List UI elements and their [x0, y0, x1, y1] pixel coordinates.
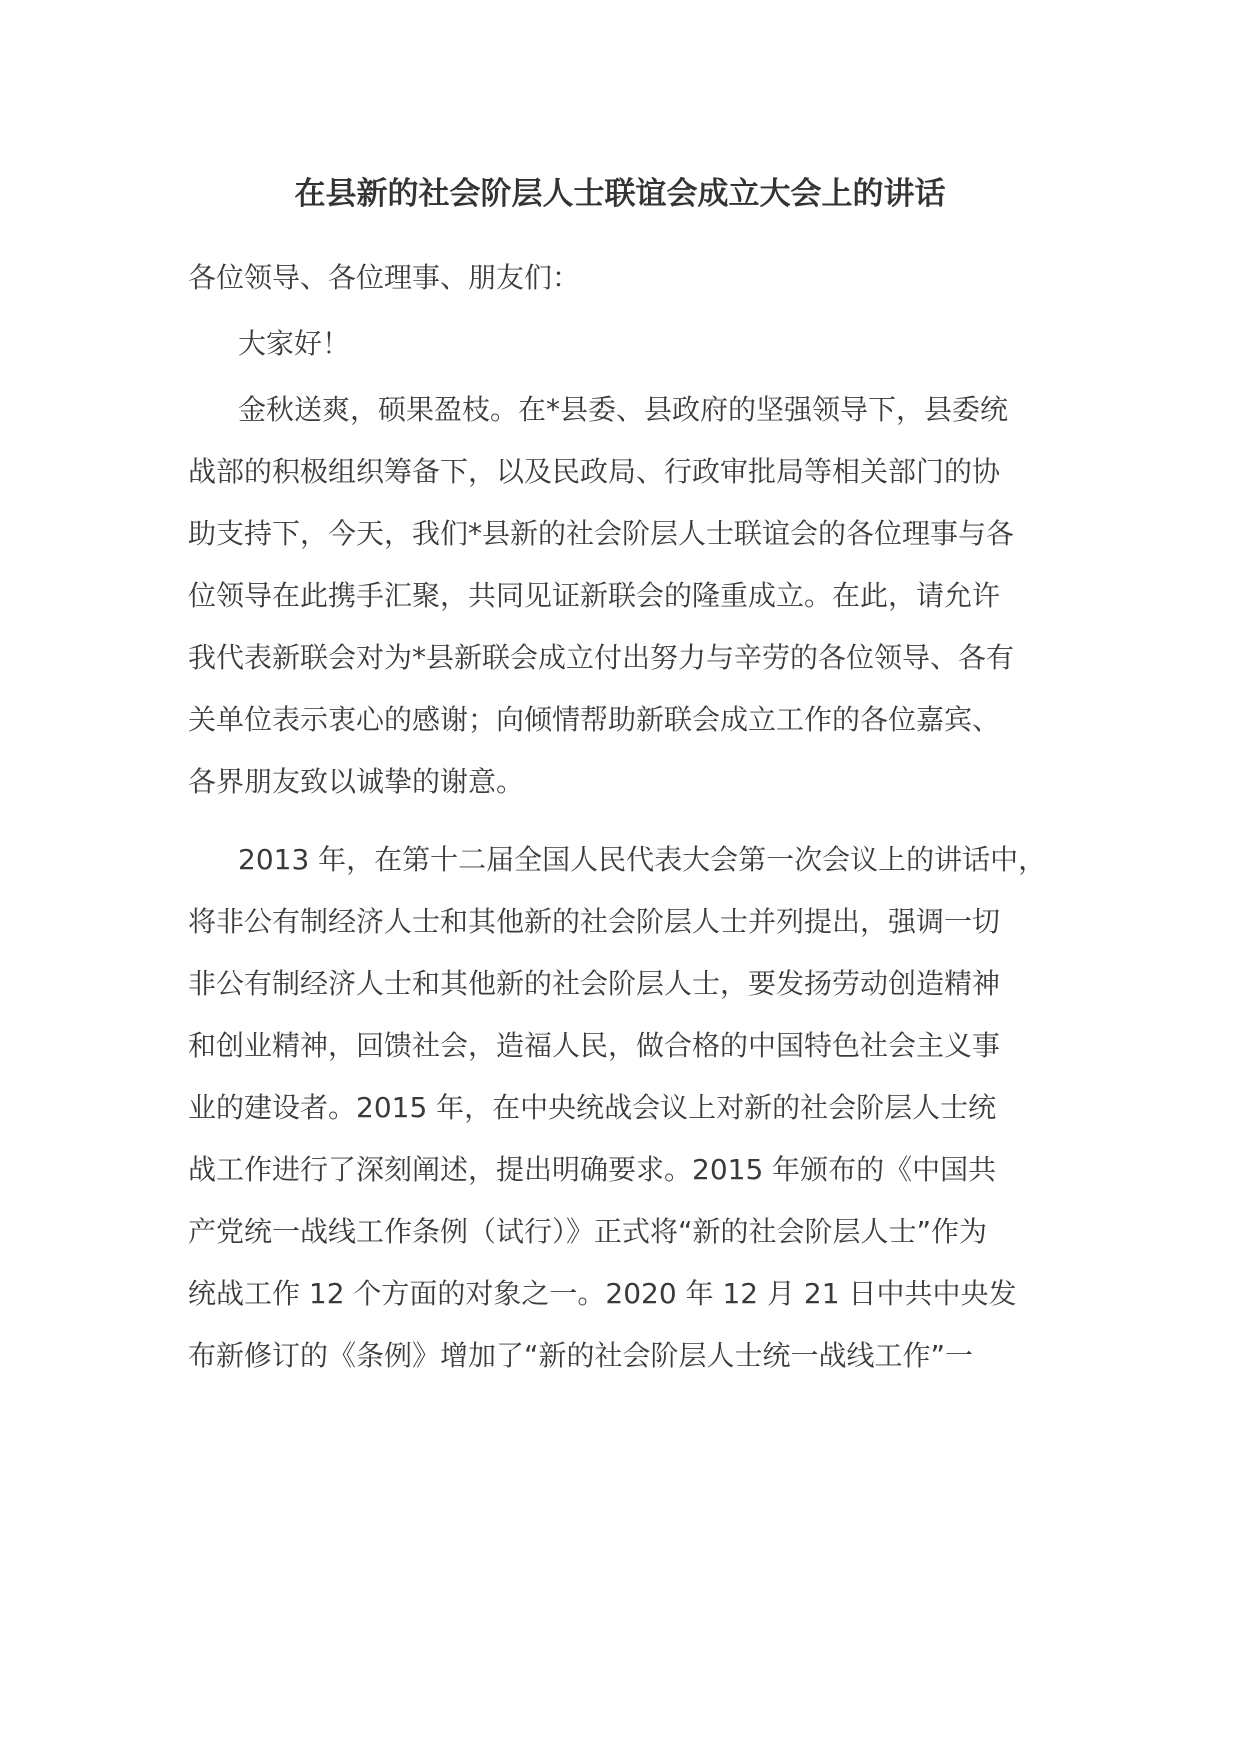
greeting: 大家好！: [238, 327, 351, 360]
paragraph-1-line: 位领导在此携手汇聚，共同见证新联会的隆重成立。在此，请允许: [188, 579, 1001, 612]
paragraph-2-line: 产党统一战线工作条例（试行）》正式将“新的社会阶层人士”作为: [188, 1215, 988, 1248]
paragraph-2-line: 2013 年，在第十二届全国人民代表大会第一次会议上的讲话中，: [238, 843, 1047, 876]
paragraph-2-line: 战工作进行了深刻阐述，提出明确要求。2015 年颁布的《中国共: [188, 1153, 997, 1186]
document-title: 在县新的社会阶层人士联谊会成立大会上的讲话: [294, 176, 946, 212]
paragraph-1-line: 我代表新联会对为*县新联会成立付出努力与辛劳的各位领导、各有: [188, 641, 1015, 674]
paragraph-1-line: 金秋送爽，硕果盈枝。在*县委、县政府的坚强领导下，县委统: [238, 393, 1009, 426]
paragraph-2-line: 将非公有制经济人士和其他新的社会阶层人士并列提出，强调一切: [188, 905, 1001, 938]
paragraph-2-line: 业的建设者。2015 年，在中央统战会议上对新的社会阶层人士统: [188, 1091, 997, 1124]
paragraph-1-line: 战部的积极组织筹备下，以及民政局、行政审批局等相关部门的协: [188, 455, 1001, 488]
paragraph-1-line: 关单位表示衷心的感谢；向倾情帮助新联会成立工作的各位嘉宾、: [188, 703, 1001, 736]
salutation: 各位领导、各位理事、朋友们：: [188, 261, 581, 294]
paragraph-1-line: 助支持下，今天，我们*县新的社会阶层人士联谊会的各位理事与各: [188, 517, 1015, 550]
paragraph-2-line: 非公有制经济人士和其他新的社会阶层人士，要发扬劳动创造精神: [188, 967, 1001, 1000]
paragraph-1-line: 各界朋友致以诚挚的谢意。: [188, 765, 525, 798]
paragraph-2-line: 统战工作 12 个方面的对象之一。2020 年 12 月 21 日中共中央发: [188, 1277, 1017, 1310]
paragraph-2-line: 和创业精神，回馈社会，造福人民，做合格的中国特色社会主义事: [188, 1029, 1001, 1062]
paragraph-2-line: 布新修订的《条例》增加了“新的社会阶层人士统一战线工作”一: [188, 1339, 974, 1372]
